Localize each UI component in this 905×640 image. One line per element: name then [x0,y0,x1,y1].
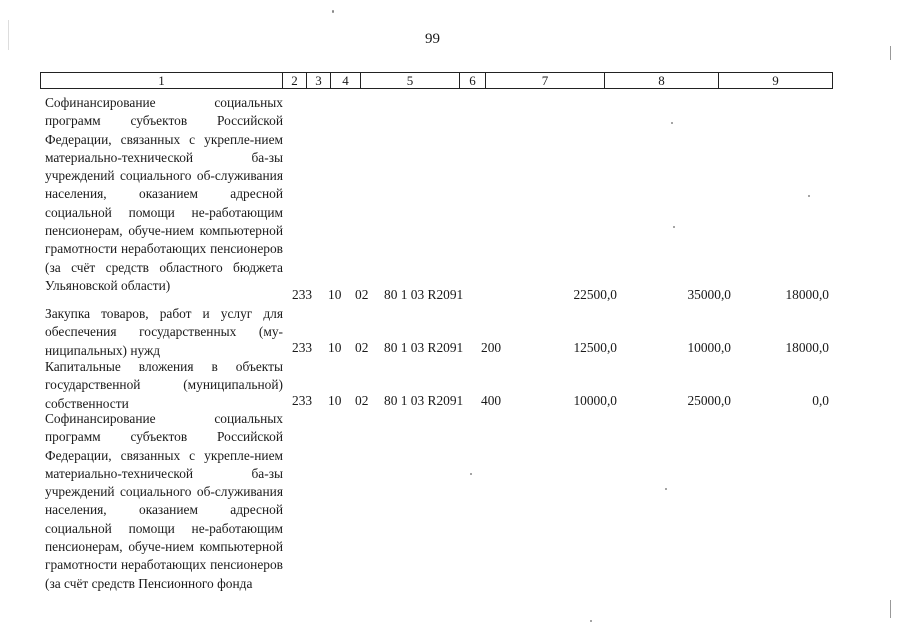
scan-speck [671,122,673,124]
row-1-description: Софинансирование социальных программ субъектов Российской Федерации, связанных с укрепле-​нием материально-​технической ба-​зы учреждений социального об-​служивания населения, оказанием адресной социальной помощи не-​работающим пенсионерам, обуче-​нием компьютерной грамотности неработающих пенсионеров (за счёт средств областного бюджета Ульяновской области) [45,95,283,293]
header-col-7: 7 [486,73,605,88]
row-2-col-8: 10000,0 [687,340,731,355]
row-3-description: Капитальные вложения в объекты государственной (муниципальной) собственности [45,359,283,411]
scan-edge-mark [8,20,9,50]
row-2-col-2: 233 [292,340,313,355]
row-2-col-3: 10 [328,340,342,355]
header-col-2: 2 [283,73,307,88]
scan-edge-mark [890,600,891,618]
row-1-col-5: 80 1 03 R2091 [384,287,464,302]
row-3-col-8: 25000,0 [687,393,731,408]
scan-edge-mark [890,46,891,60]
row-2-col-9: 18000,0 [785,340,829,355]
scan-speck [808,195,810,197]
scan-speck [470,473,472,475]
row-2-col-6: 200 [481,340,502,355]
header-col-8: 8 [605,73,719,88]
row-2-col-4: 02 [355,340,369,355]
row-3-col-2: 233 [292,393,313,408]
row-2-col-7: 12500,0 [573,340,617,355]
scan-speck [665,488,667,490]
header-col-6: 6 [460,73,486,88]
row-3-col-9: 0,0 [812,393,829,408]
row-3-col-5: 80 1 03 R2091 [384,393,464,408]
row-3-col-6: 400 [481,393,502,408]
header-col-5: 5 [361,73,460,88]
scan-speck [673,226,675,228]
row-1-col-7: 22500,0 [573,287,617,302]
row-1-col-2: 233 [292,287,313,302]
header-col-3: 3 [307,73,331,88]
row-1-col-3: 10 [328,287,342,302]
row-1-col-4: 02 [355,287,369,302]
scan-speck [332,10,334,13]
row-1-col-8: 35000,0 [687,287,731,302]
row-3-col-4: 02 [355,393,369,408]
page-number: 99 [425,31,440,47]
header-col-9: 9 [772,73,779,88]
row-4-description: Софинансирование социальных программ субъектов Российской Федерации, связанных с укрепле-​нием материально-​технической ба-​зы учреждений социального об-​служивания населения, оказанием адресной социальной помощи не-​работающим пенсионерам, обуче-​нием компьютерной грамотности неработающих пенсионеров (за счёт средств Пенсионного фонда [45,411,283,591]
row-3-col-7: 10000,0 [573,393,617,408]
row-2-col-5: 80 1 03 R2091 [384,340,464,355]
row-3-col-3: 10 [328,393,342,408]
table-header-row [40,72,833,89]
scan-speck [590,620,592,622]
row-1-col-9: 18000,0 [785,287,829,302]
header-col-1: 1 [41,73,283,88]
row-2-description: Закупка товаров, работ и услуг для обеспечения государственных (му-​ниципальных) нужд [45,306,283,358]
header-col-4: 4 [331,73,361,88]
